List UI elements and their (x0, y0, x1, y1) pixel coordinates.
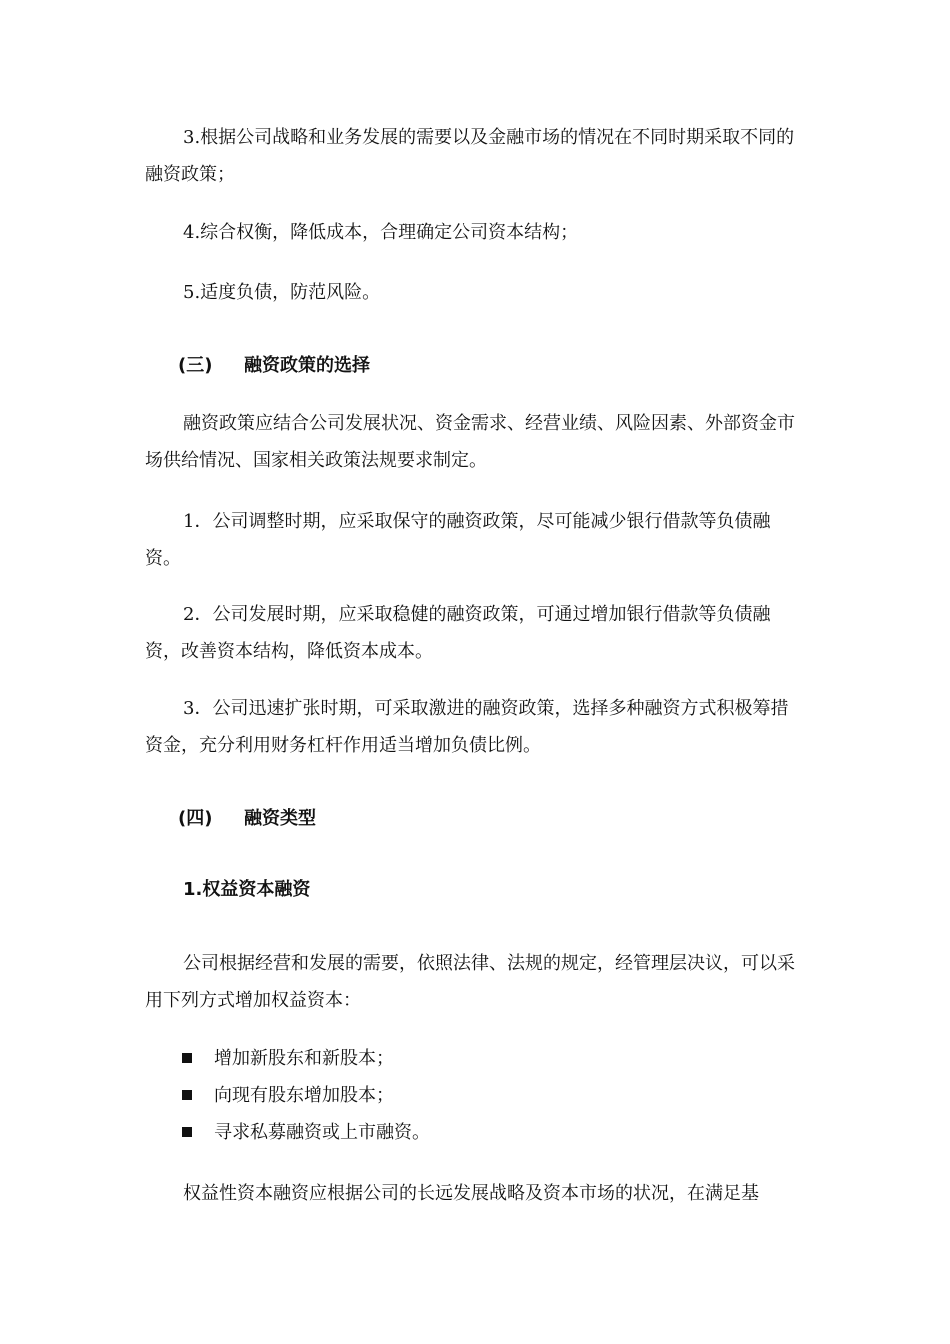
paragraph: 3．公司迅速扩张时期，可采取激进的融资政策，选择多种融资方式积极筹措资金，充分利用财务杠杆作用适当增加负债比例。 (145, 698, 789, 756)
paragraph: 5.适度负债，防范风险。 (183, 282, 381, 303)
paragraph: 1．公司调整时期，应采取保守的融资政策，尽可能减少银行借款等负债融资。 (145, 511, 771, 569)
paragraph: 4.综合权衡，降低成本，合理确定公司资本结构； (183, 222, 579, 243)
paragraph: 3.根据公司战略和业务发展的需要以及金融市场的情况在不同时期采取不同的融资政策； (145, 127, 795, 185)
section-heading (178, 354, 370, 378)
paragraph: 公司根据经营和发展的需要，依照法律、法规的规定，经管理层决议，可以采用下列方式增加权益资本： (145, 953, 795, 1011)
section-title: 融资类型 (244, 808, 316, 829)
square-bullet-icon (182, 1127, 192, 1137)
section-heading (178, 807, 316, 831)
section-number: (三) (178, 355, 213, 376)
paragraph: 融资政策应结合公司发展状况、资金需求、经营业绩、风险因素、外部资金市场供给情况、国家相关政策法规要求制定。 (145, 413, 795, 471)
section-title: 融资政策的选择 (244, 355, 370, 376)
section-number: (四) (178, 808, 213, 829)
subsection-heading: 1.权益资本融资 (183, 879, 311, 900)
list-item: 寻求私募融资或上市融资。 (182, 1121, 430, 1145)
list-item: 向现有股东增加股本； (182, 1084, 394, 1108)
paragraph: 2．公司发展时期，应采取稳健的融资政策，可通过增加银行借款等负债融资，改善资本结构，降低资本成本。 (145, 604, 771, 662)
square-bullet-icon (182, 1053, 192, 1063)
square-bullet-icon (182, 1090, 192, 1100)
list-item: 增加新股东和新股本； (182, 1047, 394, 1071)
paragraph: 权益性资本融资应根据公司的长远发展战略及资本市场的状况，在满足基 (183, 1183, 759, 1204)
